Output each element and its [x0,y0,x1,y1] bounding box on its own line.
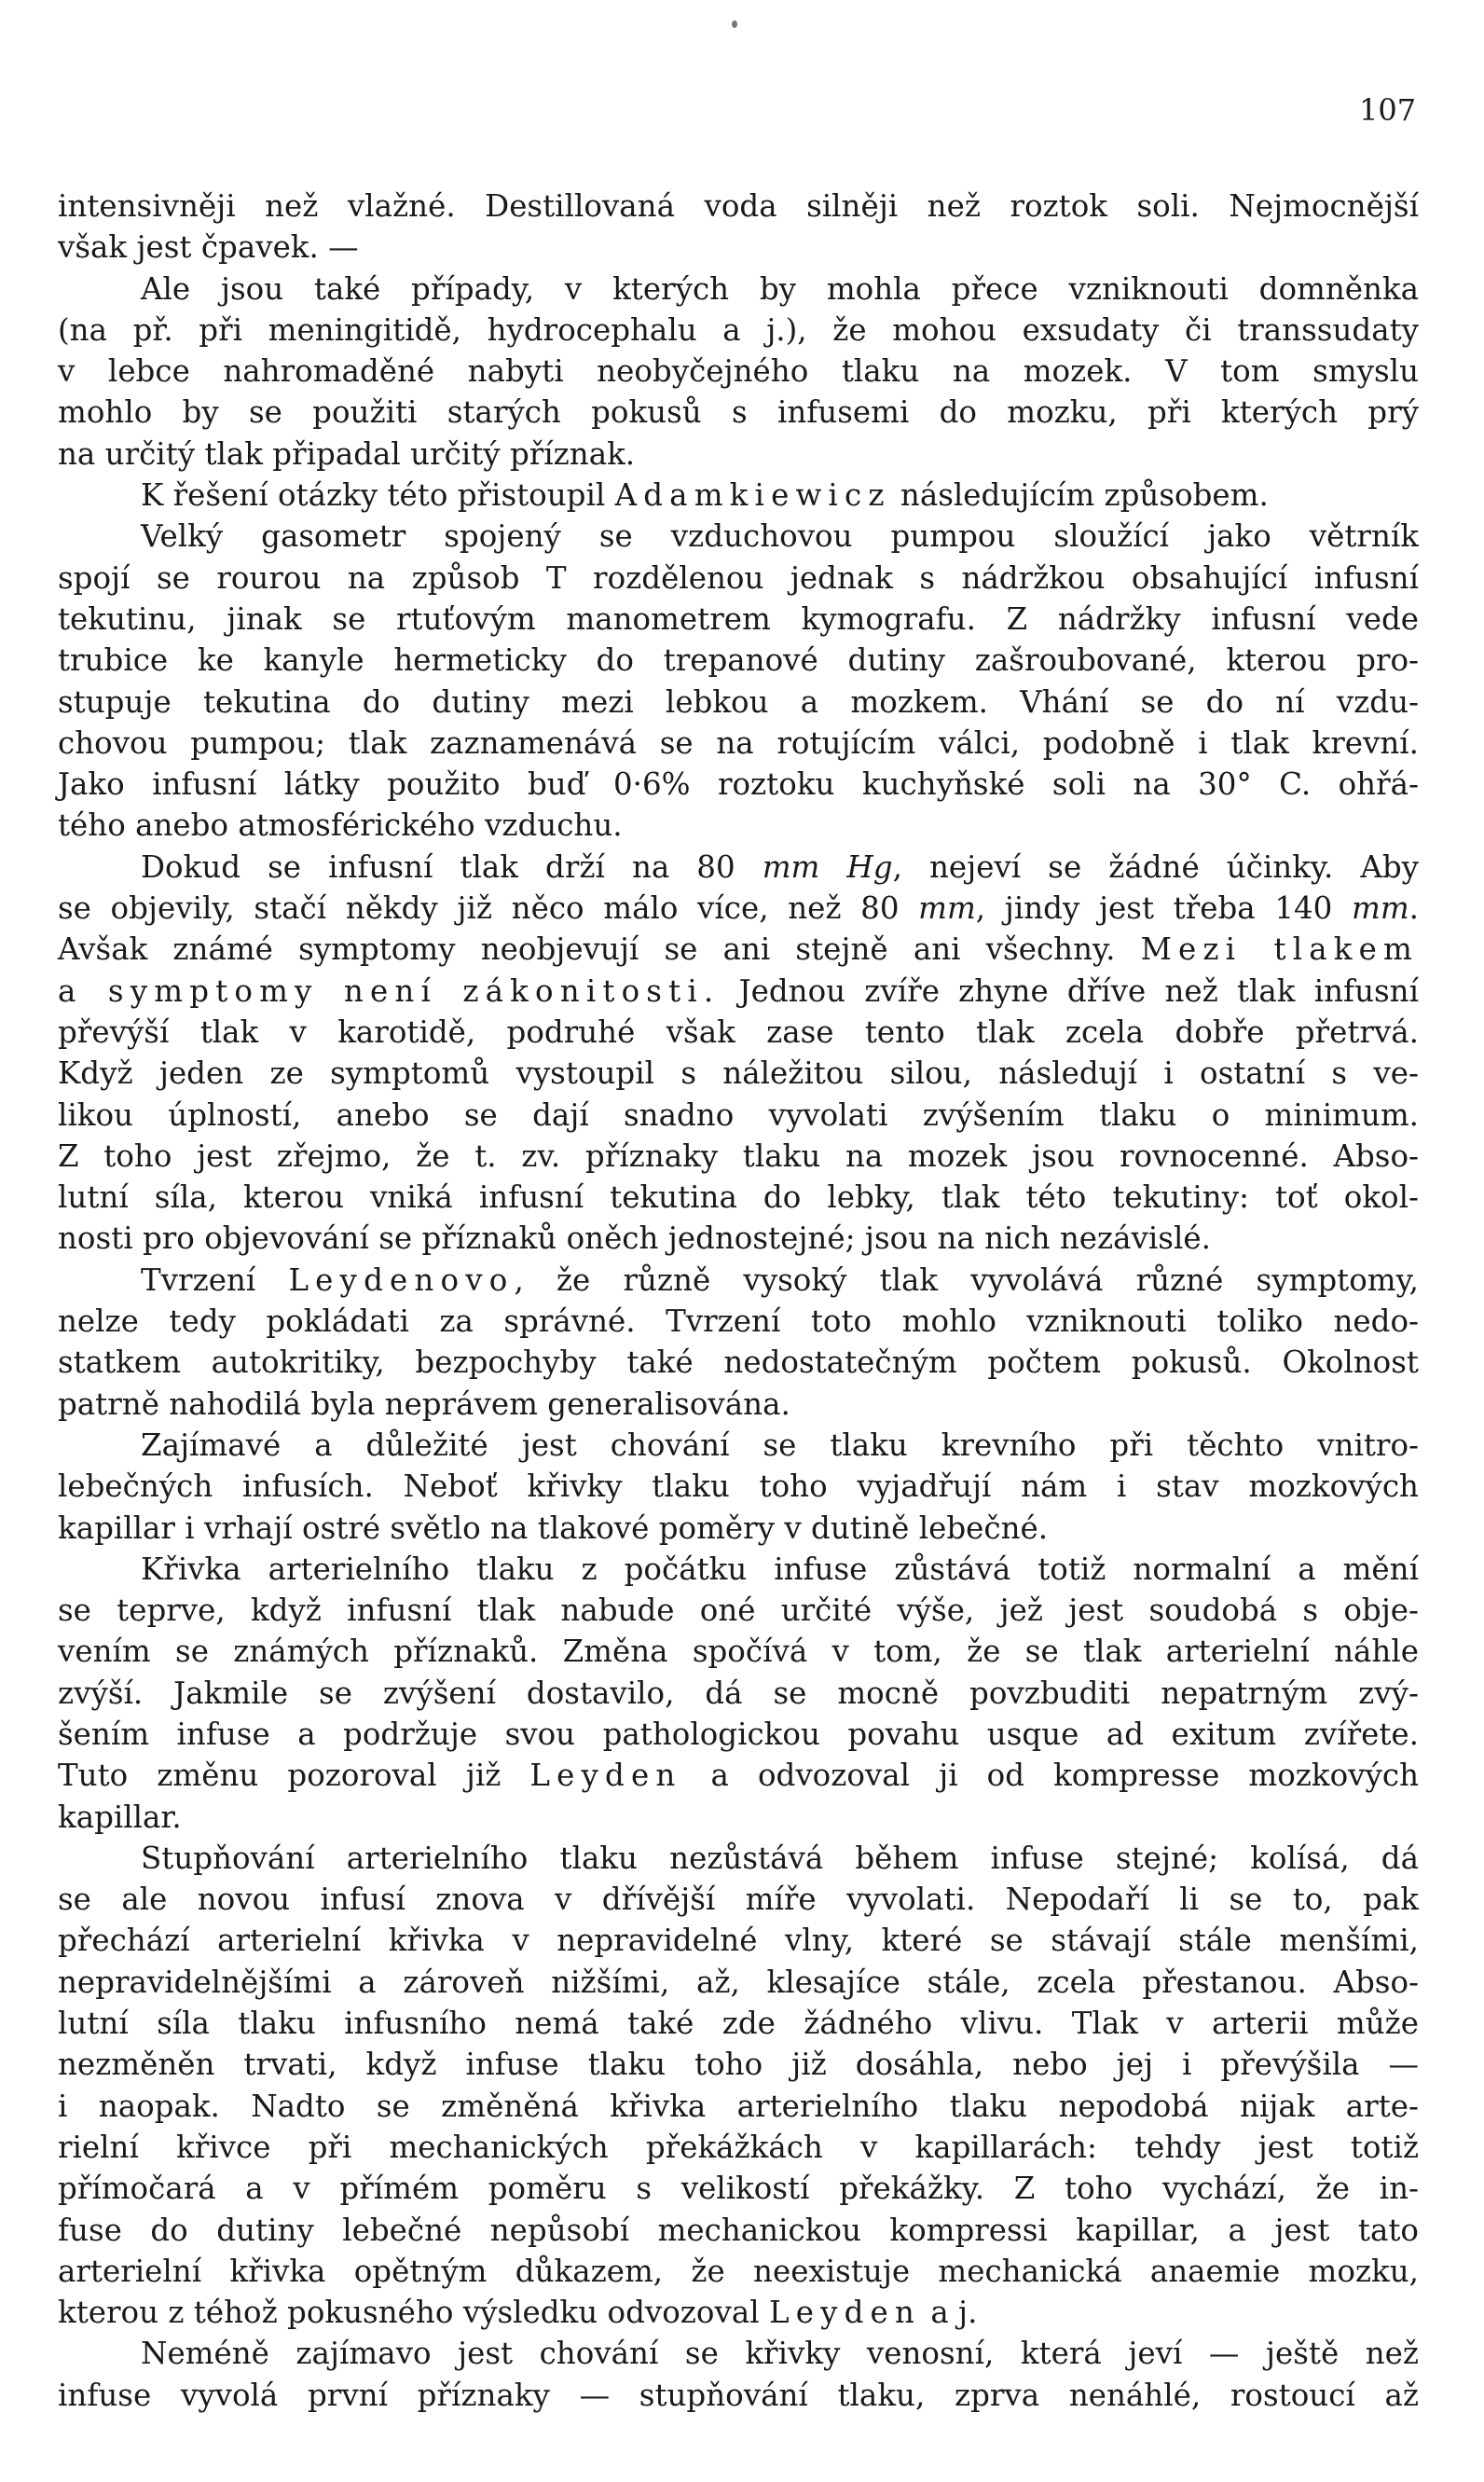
spaced-emphasis: Adamkiewicz [614,477,891,514]
text-line: spojí se rourou na způsob T rozdělenou jednak s nádržkou obsahující infusní [58,559,1419,596]
text-line: Avšak známé symptomy neobjevují se ani stejně ani všechny. Mezi tlakem [58,931,1419,968]
text-line: mohlo by se použiti starých pokusů s infusemi do mozku, při kterých prý [58,394,1419,431]
text-line: nezměněn trvati, když infuse tlaku toho již dosáhla, nebo jej i převýšila — [58,2047,1419,2083]
text-line: fuse do dutiny lebečné nepůsobí mechanickou kompressi kapillar, a jest tato [58,2212,1419,2248]
text-line: rielní křivce při mechanických překážkách v kapillarách: tehdy jest totiž [58,2129,1419,2165]
text-line: chovou pumpou; tlak zaznamenává se na rotujícím válci, podobně i tlak krevní. [58,724,1419,761]
italic-unit: mm Hg [762,848,893,885]
italic-unit: mm [918,890,976,927]
text-line: lutní síla, kterou vniká infusní tekutina do lebky, tlak této tekutiny: toť okol- [58,1179,1419,1216]
text-line: trubice ke kanyle hermeticky do trepanové dutiny zašroubované, kterou pro- [58,642,1419,679]
text-line: kterou z téhož pokusného výsledku odvozoval Leyden a j. [58,2295,978,2331]
text-line: se teprve, když infusní tlak nabude oné určité výše, jež jest soudobá s obje- [58,1593,1419,1629]
paragraph [58,516,1419,846]
paragraph [58,1549,1419,1838]
text-line: Neméně zajímavo jest chování se křivky venosní, která jeví — ještě než [141,2336,1419,2372]
text-line: lutní síla tlaku infusního nemá také zde žádného vlivu. Tlak v arterii může [58,2006,1419,2042]
spaced-emphasis: a symptomy není zákonitosti. [58,972,721,1009]
text-line: Ale jsou také případy, v kterých by mohla přece vzniknouti domněnka [141,270,1419,307]
text-line: na určitý tlak připadal určitý příznak. [58,435,636,472]
text-line: a symptomy není zákonitosti. Jednou zvíře zhyne dříve než tlak infusní [58,972,1420,1009]
text-line: nelze tedy pokládati za správné. Tvrzení toto mohlo vzniknouti toliko nedo- [58,1303,1419,1340]
paragraph [58,1425,1419,1549]
text-line: v lebce nahromaděné nabyti neobyčejného tlaku na mozek. V tom smyslu [58,353,1419,390]
paragraph [58,269,1419,475]
text-line: se ale novou infusí znova v dřívější míře vyvolati. Nepodaří li se to, pak [58,1882,1419,1918]
text-line: Křivka arterielního tlaku z počátku infuse zůstává totiž normalní a mění [141,1551,1419,1587]
text-line: Dokud se infusní tlak drží na 80 mm Hg, nejeví se žádné účinky. Aby [141,848,1419,885]
text-line: zvýší. Jakmile se zvýšení dostavilo, dá se mocně povzbuditi nepatrným zvý- [58,1675,1419,1711]
text-line: Když jeden ze symptomů vystoupil s náležitou silou, následují i ostatní s ve- [58,1055,1419,1092]
text-line: nepravidelnějšími a zároveň nižšími, až, klesajíce stále, zcela přestanou. Abso- [58,1964,1419,2000]
text-line: nosti pro objevování se příznaků oněch jednostejné; jsou na nich nezávislé. [58,1220,1211,1257]
paragraph [58,1838,1419,2334]
body-text [58,186,1419,2416]
paragraph [58,186,1419,269]
spaced-emphasis: Leyden [529,1758,682,1794]
text-line: přechází arterielní křivka v nepravidelné vlny, které se stávají stále menšími, [58,1923,1419,1959]
page-number: 107 [1359,92,1417,128]
text-line: intensivněji než vlažné. Destillovaná voda silněji než roztok soli. Nejmocnější [58,188,1419,224]
printing-speck [732,21,737,28]
text-line: kapillar. [58,1799,182,1835]
text-line: kapillar i vrhají ostré světlo na tlakové poměry v dutině lebečné. [58,1510,1049,1546]
text-line: převýší tlak v karotidě, podruhé však zase tento tlak zcela dobře přetrvá. [58,1013,1419,1050]
text-line: K řešení otázky této přistoupil Adamkiewicz následujícím způsobem. [141,477,1269,514]
text-line: i naopak. Nadto se změněná křivka arterielního tlaku nepodobá nijak arte- [58,2088,1419,2124]
italic-unit: mm [1352,890,1409,927]
text-line: Tvrzení Leydenovo, že různě vysoký tlak vyvolává různé symptomy, [141,1262,1419,1298]
paragraph [58,2333,1419,2416]
text-line: patrně nahodilá byla neprávem generalisována. [58,1386,790,1422]
text-line: stupuje tekutina do dutiny mezi lebkou a mozkem. Vhání se do ní vzdu- [58,683,1419,720]
text-line: likou úplností, anebo se dají snadno vyvolati zvýšením tlaku o minimum. [58,1096,1419,1133]
text-line: lebečných infusích. Neboť křivky tlaku toho vyjadřují nám i stav mozkových [58,1469,1419,1505]
text-line: Z toho jest zřejmo, že t. zv. příznaky tlaku na mozek jsou rovnocenné. Abso- [58,1138,1419,1174]
text-line: Tuto změnu pozoroval již Leyden a odvozoval ji od kompresse mozkových [58,1758,1420,1794]
text-line: však jest čpavek. — [58,229,359,266]
spaced-emphasis: Mezi tlakem [1140,931,1419,968]
text-line: arterielní křivka opětným důkazem, že neexistuje mechanická anaemie mozku, [58,2253,1419,2289]
text-line: se objevily, stačí někdy již něco málo více, než 80 mm, jindy jest třeba 140 mm. [58,890,1419,927]
text-line: Velký gasometr spojený se vzduchovou pumpou sloužící jako větrník [141,518,1419,555]
text-line: (na př. při meningitidě, hydrocephalu a j.), že mohou exsudaty či transsudaty [58,311,1419,348]
text-line: Jako infusní látky použito buď 0·6% roztoku kuchyňské soli na 30° C. ohřá- [58,766,1419,803]
text-line: Stupňování arterielního tlaku nezůstává během infuse stejné; kolísá, dá [141,1840,1419,1876]
paragraph [58,1260,1419,1425]
text-line: šením infuse a podržuje svou pathologickou povahu usque ad exitum zvířete. [58,1716,1419,1752]
spaced-emphasis: Leydenovo [288,1262,515,1298]
text-line: statkem autokritiky, bezpochyby také nedostatečným počtem pokusů. Okolnost [58,1344,1419,1381]
paragraph [58,475,1419,516]
text-line: vením se známých příznaků. Změna spočívá v tom, že se tlak arterielní náhle [58,1634,1419,1670]
text-line: přímočará a v přímém poměru s velikostí překážky. Z toho vychází, že in- [58,2171,1419,2207]
text-line: infuse vyvolá první příznaky — stupňování tlaku, zprva nenáhlé, rostoucí až [58,2377,1419,2413]
text-line: tého anebo atmosférického vzduchu. [58,807,623,844]
spaced-emphasis: Leyden [768,2295,922,2331]
paragraph [58,847,1419,1260]
text-line: tekutinu, jinak se rtuťovým manometrem kymografu. Z nádržky infusní vede [58,600,1419,637]
text-line: Zajímavé a důležité jest chování se tlaku krevního při těchto vnitro- [141,1427,1419,1463]
